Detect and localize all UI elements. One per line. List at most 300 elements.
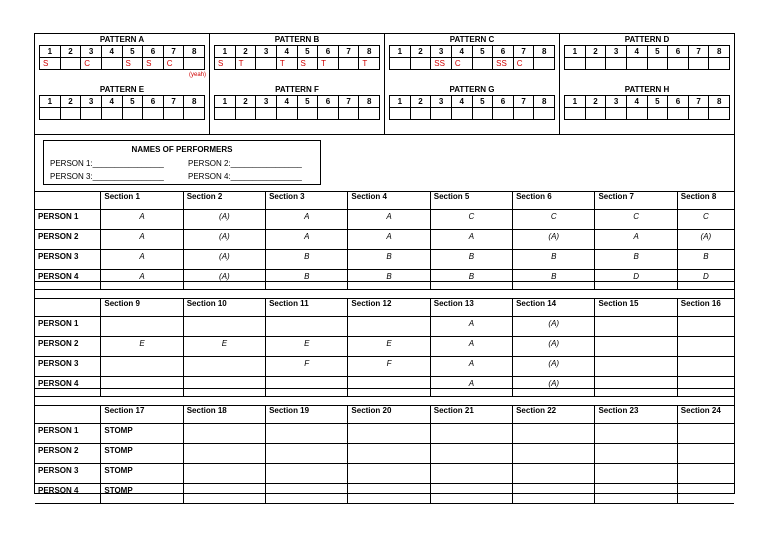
performers-title: NAMES OF PERFORMERS bbox=[131, 145, 233, 154]
pattern-cell[interactable] bbox=[606, 108, 627, 120]
pattern-cell[interactable]: T bbox=[276, 58, 297, 70]
section-cell[interactable]: (A) bbox=[183, 250, 265, 270]
section-cell[interactable]: A bbox=[101, 250, 183, 270]
section-cell[interactable]: D bbox=[595, 270, 677, 290]
section-cell[interactable] bbox=[595, 337, 677, 357]
pattern-block bbox=[35, 34, 210, 84]
pattern-value-row bbox=[390, 108, 555, 120]
section-cell[interactable]: B bbox=[595, 250, 677, 270]
pattern-cell[interactable] bbox=[565, 108, 586, 120]
beat-number: 8 bbox=[709, 46, 730, 58]
section-cell[interactable]: B bbox=[513, 250, 595, 270]
beat-number: 1 bbox=[390, 46, 411, 58]
pattern-cell[interactable] bbox=[256, 108, 277, 120]
pattern-cell[interactable] bbox=[709, 108, 730, 120]
section-header: Section 15 bbox=[595, 299, 677, 317]
section-cell[interactable]: A bbox=[430, 230, 512, 250]
beat-number: 6 bbox=[493, 46, 514, 58]
table-row bbox=[35, 484, 734, 504]
section-cell[interactable] bbox=[595, 424, 677, 444]
section-cell[interactable] bbox=[430, 444, 512, 464]
section-cell[interactable] bbox=[266, 317, 348, 337]
pattern-cell[interactable] bbox=[534, 108, 555, 120]
section-cell[interactable] bbox=[348, 317, 430, 337]
pattern-title: PATTERN G bbox=[449, 85, 495, 94]
section-cell[interactable]: A bbox=[595, 230, 677, 250]
section-cell[interactable]: (A) bbox=[513, 317, 595, 337]
pattern-cell[interactable] bbox=[431, 108, 452, 120]
section-cell[interactable] bbox=[677, 357, 734, 377]
beat-number: 5 bbox=[297, 96, 318, 108]
pattern-block bbox=[385, 84, 560, 134]
beat-number: 7 bbox=[513, 46, 534, 58]
section-cell[interactable] bbox=[595, 317, 677, 337]
table-row bbox=[35, 444, 734, 464]
beat-number: 2 bbox=[60, 96, 81, 108]
person-label: PERSON 4 bbox=[35, 270, 101, 290]
beat-number: 5 bbox=[472, 46, 493, 58]
beat-number: 7 bbox=[163, 46, 184, 58]
beat-number: 4 bbox=[276, 96, 297, 108]
section-cell[interactable]: STOMP bbox=[101, 484, 183, 504]
pattern-cell[interactable] bbox=[60, 58, 81, 70]
beat-number: 2 bbox=[410, 46, 431, 58]
section-cell[interactable]: F bbox=[348, 357, 430, 377]
score-sheet bbox=[34, 33, 735, 494]
pattern-cell[interactable] bbox=[585, 108, 606, 120]
beat-number: 2 bbox=[410, 96, 431, 108]
section-cell[interactable] bbox=[677, 337, 734, 357]
section-cell[interactable]: C bbox=[430, 210, 512, 230]
table-row bbox=[35, 230, 734, 250]
pattern-cell[interactable] bbox=[647, 58, 668, 70]
section-header: Section 10 bbox=[183, 299, 265, 317]
section-cell[interactable]: (A) bbox=[513, 377, 595, 397]
section-cell[interactable] bbox=[513, 444, 595, 464]
section-cell[interactable] bbox=[266, 424, 348, 444]
section-cell[interactable] bbox=[101, 317, 183, 337]
pattern-cell[interactable] bbox=[338, 58, 359, 70]
pattern-cell[interactable]: T bbox=[235, 58, 256, 70]
pattern-cell[interactable] bbox=[235, 108, 256, 120]
beat-number: 6 bbox=[143, 96, 164, 108]
performers-box bbox=[43, 140, 321, 185]
pattern-cell[interactable] bbox=[122, 108, 143, 120]
performer-1-field[interactable]: PERSON 1:________________ bbox=[50, 159, 164, 168]
pattern-cell[interactable] bbox=[472, 58, 493, 70]
section-cell[interactable]: (A) bbox=[677, 230, 734, 250]
pattern-title: PATTERN A bbox=[99, 35, 145, 44]
section-cell[interactable] bbox=[348, 444, 430, 464]
section-cell[interactable]: A bbox=[430, 337, 512, 357]
section-cell[interactable] bbox=[101, 377, 183, 397]
person-label: PERSON 3 bbox=[35, 250, 101, 270]
section-cell[interactable]: A bbox=[348, 210, 430, 230]
pattern-cell[interactable] bbox=[215, 108, 236, 120]
divider bbox=[35, 134, 734, 135]
pattern-cell[interactable] bbox=[101, 58, 122, 70]
beat-number: 8 bbox=[184, 96, 205, 108]
beat-number: 4 bbox=[101, 46, 122, 58]
section-cell[interactable] bbox=[513, 464, 595, 484]
pattern-cell[interactable] bbox=[40, 108, 61, 120]
corner-cell bbox=[35, 192, 101, 210]
beat-number: 5 bbox=[122, 96, 143, 108]
divider bbox=[35, 281, 734, 282]
performer-3-field[interactable]: PERSON 3:________________ bbox=[50, 172, 164, 181]
section-cell[interactable] bbox=[595, 357, 677, 377]
person-label: PERSON 2 bbox=[35, 230, 101, 250]
section-header: Section 1 bbox=[101, 192, 183, 210]
pattern-cell[interactable] bbox=[184, 58, 205, 70]
pattern-cell[interactable]: C bbox=[81, 58, 102, 70]
beat-number: 4 bbox=[626, 96, 647, 108]
section-cell[interactable] bbox=[183, 464, 265, 484]
beat-number: 1 bbox=[215, 46, 236, 58]
section-cell[interactable] bbox=[183, 317, 265, 337]
person-label: PERSON 4 bbox=[35, 377, 101, 397]
pattern-grid bbox=[39, 95, 205, 120]
pattern-value-row bbox=[215, 108, 380, 120]
beat-number: 6 bbox=[668, 96, 689, 108]
pattern-grid bbox=[389, 95, 555, 120]
section-header: Section 12 bbox=[348, 299, 430, 317]
section-header: Section 19 bbox=[266, 406, 348, 424]
section-cell[interactable]: (A) bbox=[513, 357, 595, 377]
divider bbox=[35, 388, 734, 389]
pattern-grid bbox=[564, 45, 730, 70]
pattern-cell[interactable]: SS bbox=[493, 58, 514, 70]
pattern-cell[interactable] bbox=[513, 108, 534, 120]
performer-4-field[interactable]: PERSON 4:________________ bbox=[188, 172, 302, 181]
beat-number: 2 bbox=[585, 96, 606, 108]
pattern-block bbox=[210, 34, 385, 84]
section-cell[interactable] bbox=[266, 377, 348, 397]
beat-number: 4 bbox=[276, 46, 297, 58]
table-row bbox=[35, 424, 734, 444]
beat-number: 6 bbox=[143, 46, 164, 58]
pattern-value-row bbox=[40, 108, 205, 120]
pattern-cell[interactable] bbox=[668, 58, 689, 70]
beat-number: 7 bbox=[513, 96, 534, 108]
section-header: Section 4 bbox=[348, 192, 430, 210]
section-cell[interactable]: A bbox=[430, 377, 512, 397]
beat-number: 2 bbox=[235, 96, 256, 108]
beat-number: 1 bbox=[40, 46, 61, 58]
beat-number: 4 bbox=[451, 46, 472, 58]
pattern-cell[interactable] bbox=[390, 58, 411, 70]
section-header: Section 20 bbox=[348, 406, 430, 424]
pattern-cell[interactable] bbox=[101, 108, 122, 120]
pattern-grid bbox=[214, 45, 380, 70]
pattern-cell[interactable] bbox=[668, 108, 689, 120]
table-row bbox=[35, 270, 734, 290]
pattern-grid bbox=[389, 45, 555, 70]
beat-number: 3 bbox=[431, 96, 452, 108]
section-cell[interactable] bbox=[348, 424, 430, 444]
section-cell[interactable]: STOMP bbox=[101, 444, 183, 464]
pattern-cell[interactable] bbox=[647, 108, 668, 120]
table-row bbox=[35, 464, 734, 484]
beat-number: 5 bbox=[647, 46, 668, 58]
section-cell[interactable]: (A) bbox=[183, 230, 265, 250]
beat-number-row bbox=[215, 96, 380, 108]
pattern-grid bbox=[214, 95, 380, 120]
section-header-row bbox=[35, 299, 734, 317]
corner-cell bbox=[35, 406, 101, 424]
beat-number: 5 bbox=[647, 96, 668, 108]
beat-number: 1 bbox=[215, 96, 236, 108]
beat-number: 7 bbox=[163, 96, 184, 108]
section-cell[interactable] bbox=[183, 424, 265, 444]
person-label: PERSON 1 bbox=[35, 210, 101, 230]
pattern-cell[interactable] bbox=[359, 108, 380, 120]
beat-number: 6 bbox=[318, 46, 339, 58]
pattern-value-row bbox=[565, 108, 730, 120]
pattern-cell[interactable] bbox=[493, 108, 514, 120]
pattern-cell[interactable] bbox=[410, 58, 431, 70]
person-label: PERSON 2 bbox=[35, 337, 101, 357]
section-cell[interactable] bbox=[430, 484, 512, 504]
section-cell[interactable]: D bbox=[677, 270, 734, 290]
section-cell[interactable]: B bbox=[430, 270, 512, 290]
pattern-cell[interactable] bbox=[688, 58, 709, 70]
section-cell[interactable] bbox=[677, 464, 734, 484]
beat-number: 4 bbox=[451, 96, 472, 108]
section-cell[interactable]: C bbox=[677, 210, 734, 230]
pattern-cell[interactable] bbox=[410, 108, 431, 120]
section-cell[interactable]: A bbox=[430, 317, 512, 337]
section-cell[interactable]: B bbox=[430, 250, 512, 270]
pattern-cell[interactable]: S bbox=[297, 58, 318, 70]
beat-number-row bbox=[40, 96, 205, 108]
section-cell[interactable]: A bbox=[266, 230, 348, 250]
section-header: Section 23 bbox=[595, 406, 677, 424]
section-cell[interactable]: A bbox=[348, 230, 430, 250]
pattern-title: PATTERN B bbox=[274, 35, 320, 44]
pattern-cell[interactable] bbox=[256, 58, 277, 70]
section-cell[interactable] bbox=[595, 464, 677, 484]
pattern-cell[interactable] bbox=[163, 108, 184, 120]
table-row bbox=[35, 357, 734, 377]
beat-number: 3 bbox=[256, 46, 277, 58]
beat-number: 5 bbox=[122, 46, 143, 58]
section-table bbox=[35, 298, 734, 397]
section-cell[interactable] bbox=[677, 484, 734, 504]
pattern-block bbox=[385, 34, 560, 84]
pattern-cell[interactable] bbox=[534, 58, 555, 70]
section-cell[interactable]: (A) bbox=[513, 337, 595, 357]
pattern-value-row bbox=[390, 58, 555, 70]
pattern-cell[interactable] bbox=[143, 108, 164, 120]
section-cell[interactable]: STOMP bbox=[101, 464, 183, 484]
section-cell[interactable] bbox=[677, 424, 734, 444]
beat-number-row bbox=[565, 96, 730, 108]
section-cell[interactable]: F bbox=[266, 357, 348, 377]
pattern-cell[interactable] bbox=[626, 108, 647, 120]
beat-number: 3 bbox=[431, 46, 452, 58]
pattern-title: PATTERN H bbox=[624, 85, 670, 94]
section-cell[interactable]: E bbox=[183, 337, 265, 357]
pattern-cell[interactable] bbox=[338, 108, 359, 120]
section-cell[interactable]: B bbox=[513, 270, 595, 290]
beat-number: 5 bbox=[472, 96, 493, 108]
beat-number: 3 bbox=[81, 46, 102, 58]
section-cell[interactable] bbox=[348, 464, 430, 484]
pattern-note: (yeah) bbox=[188, 72, 206, 78]
section-cell[interactable] bbox=[595, 444, 677, 464]
section-cell[interactable] bbox=[677, 444, 734, 464]
beat-number: 6 bbox=[493, 96, 514, 108]
beat-number: 8 bbox=[359, 46, 380, 58]
table-row bbox=[35, 337, 734, 357]
pattern-cell[interactable] bbox=[297, 108, 318, 120]
pattern-row-top bbox=[35, 34, 734, 84]
section-cell[interactable]: B bbox=[266, 270, 348, 290]
section-cell[interactable] bbox=[430, 464, 512, 484]
table-row bbox=[35, 377, 734, 397]
corner-cell bbox=[35, 299, 101, 317]
person-label: PERSON 3 bbox=[35, 464, 101, 484]
section-cell[interactable] bbox=[677, 377, 734, 397]
section-cell[interactable]: C bbox=[513, 210, 595, 230]
section-cell[interactable] bbox=[595, 377, 677, 397]
section-cell[interactable] bbox=[348, 484, 430, 504]
pattern-cell[interactable]: T bbox=[359, 58, 380, 70]
beat-number: 7 bbox=[338, 96, 359, 108]
section-cell[interactable] bbox=[101, 357, 183, 377]
pattern-cell[interactable]: S bbox=[215, 58, 236, 70]
pattern-cell[interactable]: SS bbox=[431, 58, 452, 70]
pattern-title: PATTERN F bbox=[275, 85, 319, 94]
section-header: Section 11 bbox=[266, 299, 348, 317]
pattern-cell[interactable] bbox=[606, 58, 627, 70]
section-cell[interactable] bbox=[677, 317, 734, 337]
pattern-title: PATTERN C bbox=[449, 35, 495, 44]
section-cell[interactable] bbox=[513, 424, 595, 444]
pattern-cell[interactable]: C bbox=[451, 58, 472, 70]
beat-number: 2 bbox=[60, 46, 81, 58]
section-cell[interactable]: A bbox=[101, 270, 183, 290]
beat-number-row bbox=[565, 46, 730, 58]
beat-number: 1 bbox=[390, 96, 411, 108]
pattern-cell[interactable] bbox=[565, 58, 586, 70]
section-header: Section 17 bbox=[101, 406, 183, 424]
section-table bbox=[35, 191, 734, 290]
pattern-cell[interactable]: T bbox=[318, 58, 339, 70]
section-header: Section 13 bbox=[430, 299, 512, 317]
section-header: Section 7 bbox=[595, 192, 677, 210]
section-cell[interactable]: E bbox=[266, 337, 348, 357]
beat-number: 2 bbox=[585, 46, 606, 58]
pattern-cell[interactable] bbox=[81, 108, 102, 120]
pattern-cell[interactable]: S bbox=[122, 58, 143, 70]
section-cell[interactable]: A bbox=[101, 210, 183, 230]
section-cell[interactable] bbox=[266, 464, 348, 484]
pattern-cell[interactable] bbox=[472, 108, 493, 120]
section-cell[interactable] bbox=[183, 377, 265, 397]
section-cell[interactable] bbox=[183, 357, 265, 377]
section-cell[interactable] bbox=[266, 484, 348, 504]
section-cell[interactable]: (A) bbox=[513, 230, 595, 250]
section-cell[interactable]: (A) bbox=[183, 210, 265, 230]
beat-number: 3 bbox=[606, 46, 627, 58]
pattern-cell[interactable] bbox=[318, 108, 339, 120]
section-cell[interactable] bbox=[183, 484, 265, 504]
pattern-cell[interactable]: S bbox=[40, 58, 61, 70]
beat-number: 7 bbox=[688, 96, 709, 108]
pattern-cell[interactable] bbox=[60, 108, 81, 120]
person-label: PERSON 3 bbox=[35, 357, 101, 377]
beat-number: 1 bbox=[565, 46, 586, 58]
section-cell[interactable] bbox=[513, 484, 595, 504]
person-label: PERSON 1 bbox=[35, 424, 101, 444]
pattern-cell[interactable] bbox=[626, 58, 647, 70]
section-cell[interactable]: E bbox=[101, 337, 183, 357]
pattern-cell[interactable] bbox=[709, 58, 730, 70]
section-cell[interactable] bbox=[430, 424, 512, 444]
section-cell[interactable]: C bbox=[595, 210, 677, 230]
table-row bbox=[35, 250, 734, 270]
pattern-cell[interactable] bbox=[688, 108, 709, 120]
pattern-value-row bbox=[40, 58, 205, 70]
section-cell[interactable] bbox=[595, 484, 677, 504]
section-cell[interactable]: A bbox=[101, 230, 183, 250]
pattern-cell[interactable]: S bbox=[143, 58, 164, 70]
section-header: Section 8 bbox=[677, 192, 734, 210]
performer-2-field[interactable]: PERSON 2:________________ bbox=[188, 159, 302, 168]
beat-number: 8 bbox=[709, 96, 730, 108]
section-table bbox=[35, 405, 734, 504]
person-label: PERSON 2 bbox=[35, 444, 101, 464]
section-cell[interactable]: A bbox=[266, 210, 348, 230]
section-header: Section 18 bbox=[183, 406, 265, 424]
pattern-grid bbox=[39, 45, 205, 70]
pattern-cell[interactable] bbox=[276, 108, 297, 120]
pattern-row-bottom bbox=[35, 84, 734, 134]
section-cell[interactable] bbox=[183, 444, 265, 464]
person-label: PERSON 4 bbox=[35, 484, 101, 504]
beat-number-row bbox=[40, 46, 205, 58]
section-cell[interactable]: B bbox=[677, 250, 734, 270]
section-cell[interactable]: E bbox=[348, 337, 430, 357]
beat-number: 1 bbox=[40, 96, 61, 108]
section-cell[interactable]: B bbox=[266, 250, 348, 270]
section-header-row bbox=[35, 192, 734, 210]
pattern-cell[interactable] bbox=[184, 108, 205, 120]
section-cell[interactable]: B bbox=[348, 270, 430, 290]
pattern-cell[interactable] bbox=[451, 108, 472, 120]
pattern-title: PATTERN E bbox=[99, 85, 145, 94]
beat-number: 8 bbox=[359, 96, 380, 108]
section-cell[interactable] bbox=[266, 444, 348, 464]
pattern-cell[interactable] bbox=[585, 58, 606, 70]
beat-number-row bbox=[390, 96, 555, 108]
pattern-cell[interactable] bbox=[390, 108, 411, 120]
pattern-cell[interactable]: C bbox=[513, 58, 534, 70]
section-header: Section 24 bbox=[677, 406, 734, 424]
beat-number: 6 bbox=[318, 96, 339, 108]
section-cell[interactable]: A bbox=[430, 357, 512, 377]
section-header: Section 16 bbox=[677, 299, 734, 317]
section-cell[interactable]: B bbox=[348, 250, 430, 270]
section-cell[interactable] bbox=[348, 377, 430, 397]
section-cell[interactable]: (A) bbox=[183, 270, 265, 290]
pattern-block bbox=[560, 34, 734, 84]
section-cell[interactable]: STOMP bbox=[101, 424, 183, 444]
beat-number-row bbox=[215, 46, 380, 58]
pattern-cell[interactable]: C bbox=[163, 58, 184, 70]
